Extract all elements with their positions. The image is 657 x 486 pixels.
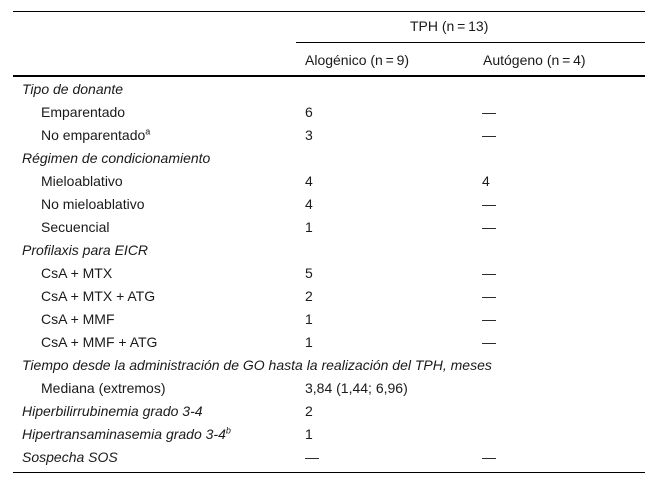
- category-row: [0, 423, 657, 446]
- row-label-text: CsA + MTX: [41, 265, 113, 281]
- bottom-rule: [13, 472, 645, 473]
- value-autogeno: —: [482, 104, 496, 120]
- row-label-text: Régimen de condicionamiento: [22, 150, 211, 166]
- value-alogenico: 1: [305, 219, 313, 235]
- row-label: [41, 265, 112, 281]
- row-label: [22, 426, 231, 442]
- row-label-text: Secuencial: [41, 219, 110, 235]
- top-rule: [13, 11, 645, 12]
- group-header: TPH (n = 13): [410, 18, 489, 34]
- value-autogeno: —: [482, 219, 496, 235]
- table-row: [0, 101, 657, 124]
- table-row: [0, 216, 657, 239]
- row-label-text: Mieloablativo: [41, 173, 123, 189]
- footnote-marker: a: [145, 126, 151, 137]
- table-row: [0, 193, 657, 216]
- value-alogenico: 5: [305, 265, 313, 281]
- category-row: [0, 147, 657, 170]
- value-alogenico: 1: [305, 426, 313, 442]
- value-autogeno: —: [482, 311, 496, 327]
- row-label: [41, 311, 115, 327]
- row-label: [41, 196, 145, 212]
- row-label-text: Profilaxis para EICR: [22, 242, 149, 258]
- table-row: [0, 285, 657, 308]
- table-row: [0, 262, 657, 285]
- value-alogenico: 2: [305, 403, 313, 419]
- row-label-text: Hiperbilirrubinemia grado 3-4: [22, 403, 203, 419]
- column-header-alogenico: Alogénico (n = 9): [305, 52, 410, 68]
- row-label-text: Tiempo desde la administración de GO hasta la realización del TPH, meses: [22, 357, 492, 373]
- row-label: [22, 150, 210, 166]
- row-label-text: Mediana (extremos): [41, 380, 166, 396]
- value-alogenico: 6: [305, 104, 313, 120]
- row-label-text: Hipertransaminasemia grado 3-4: [22, 426, 226, 442]
- value-alogenico: 4: [305, 196, 313, 212]
- value-alogenico: 4: [305, 173, 313, 189]
- category-row: [0, 354, 657, 377]
- value-alogenico: —: [305, 449, 319, 465]
- row-label: [41, 127, 150, 143]
- row-label: [22, 449, 118, 465]
- value-autogeno: —: [482, 334, 496, 350]
- value-alogenico: 3,84 (1,44; 6,96): [305, 380, 408, 396]
- value-alogenico: 1: [305, 334, 313, 350]
- category-row: [0, 239, 657, 262]
- value-autogeno: —: [482, 196, 496, 212]
- table-row: [0, 124, 657, 147]
- group-rule: [296, 42, 645, 43]
- category-row: [0, 446, 657, 469]
- row-label: [41, 104, 125, 120]
- row-label-text: CsA + MMF + ATG: [41, 334, 158, 350]
- row-label-text: CsA + MMF: [41, 311, 115, 327]
- table-row: [0, 331, 657, 354]
- row-label: [41, 334, 157, 350]
- table-row: [0, 377, 657, 400]
- category-row: [0, 78, 657, 101]
- row-label: [41, 173, 123, 189]
- value-autogeno: —: [482, 449, 496, 465]
- footnote-marker: b: [225, 425, 231, 436]
- row-label-text: No mieloablativo: [41, 196, 145, 212]
- row-label: [41, 219, 110, 235]
- row-label: [41, 288, 155, 304]
- value-alogenico: 2: [305, 288, 313, 304]
- row-label: [22, 242, 148, 258]
- header-rule: [13, 75, 645, 77]
- row-label-text: No emparentado: [41, 127, 146, 143]
- value-autogeno: —: [482, 288, 496, 304]
- row-label-text: CsA + MTX + ATG: [41, 288, 156, 304]
- row-label: [22, 357, 492, 373]
- row-label: [22, 81, 123, 97]
- table-row: [0, 308, 657, 331]
- row-label: [22, 403, 203, 419]
- column-header-autogeno: Autógeno (n = 4): [483, 52, 586, 68]
- category-row: [0, 400, 657, 423]
- row-label: [41, 380, 166, 396]
- row-label-text: Tipo de donante: [22, 81, 124, 97]
- value-autogeno: 4: [482, 173, 490, 189]
- value-autogeno: —: [482, 127, 496, 143]
- value-autogeno: —: [482, 265, 496, 281]
- value-alogenico: 1: [305, 311, 313, 327]
- row-label-text: Sospecha SOS: [22, 449, 118, 465]
- table-row: [0, 170, 657, 193]
- value-alogenico: 3: [305, 127, 313, 143]
- row-label-text: Emparentado: [41, 104, 126, 120]
